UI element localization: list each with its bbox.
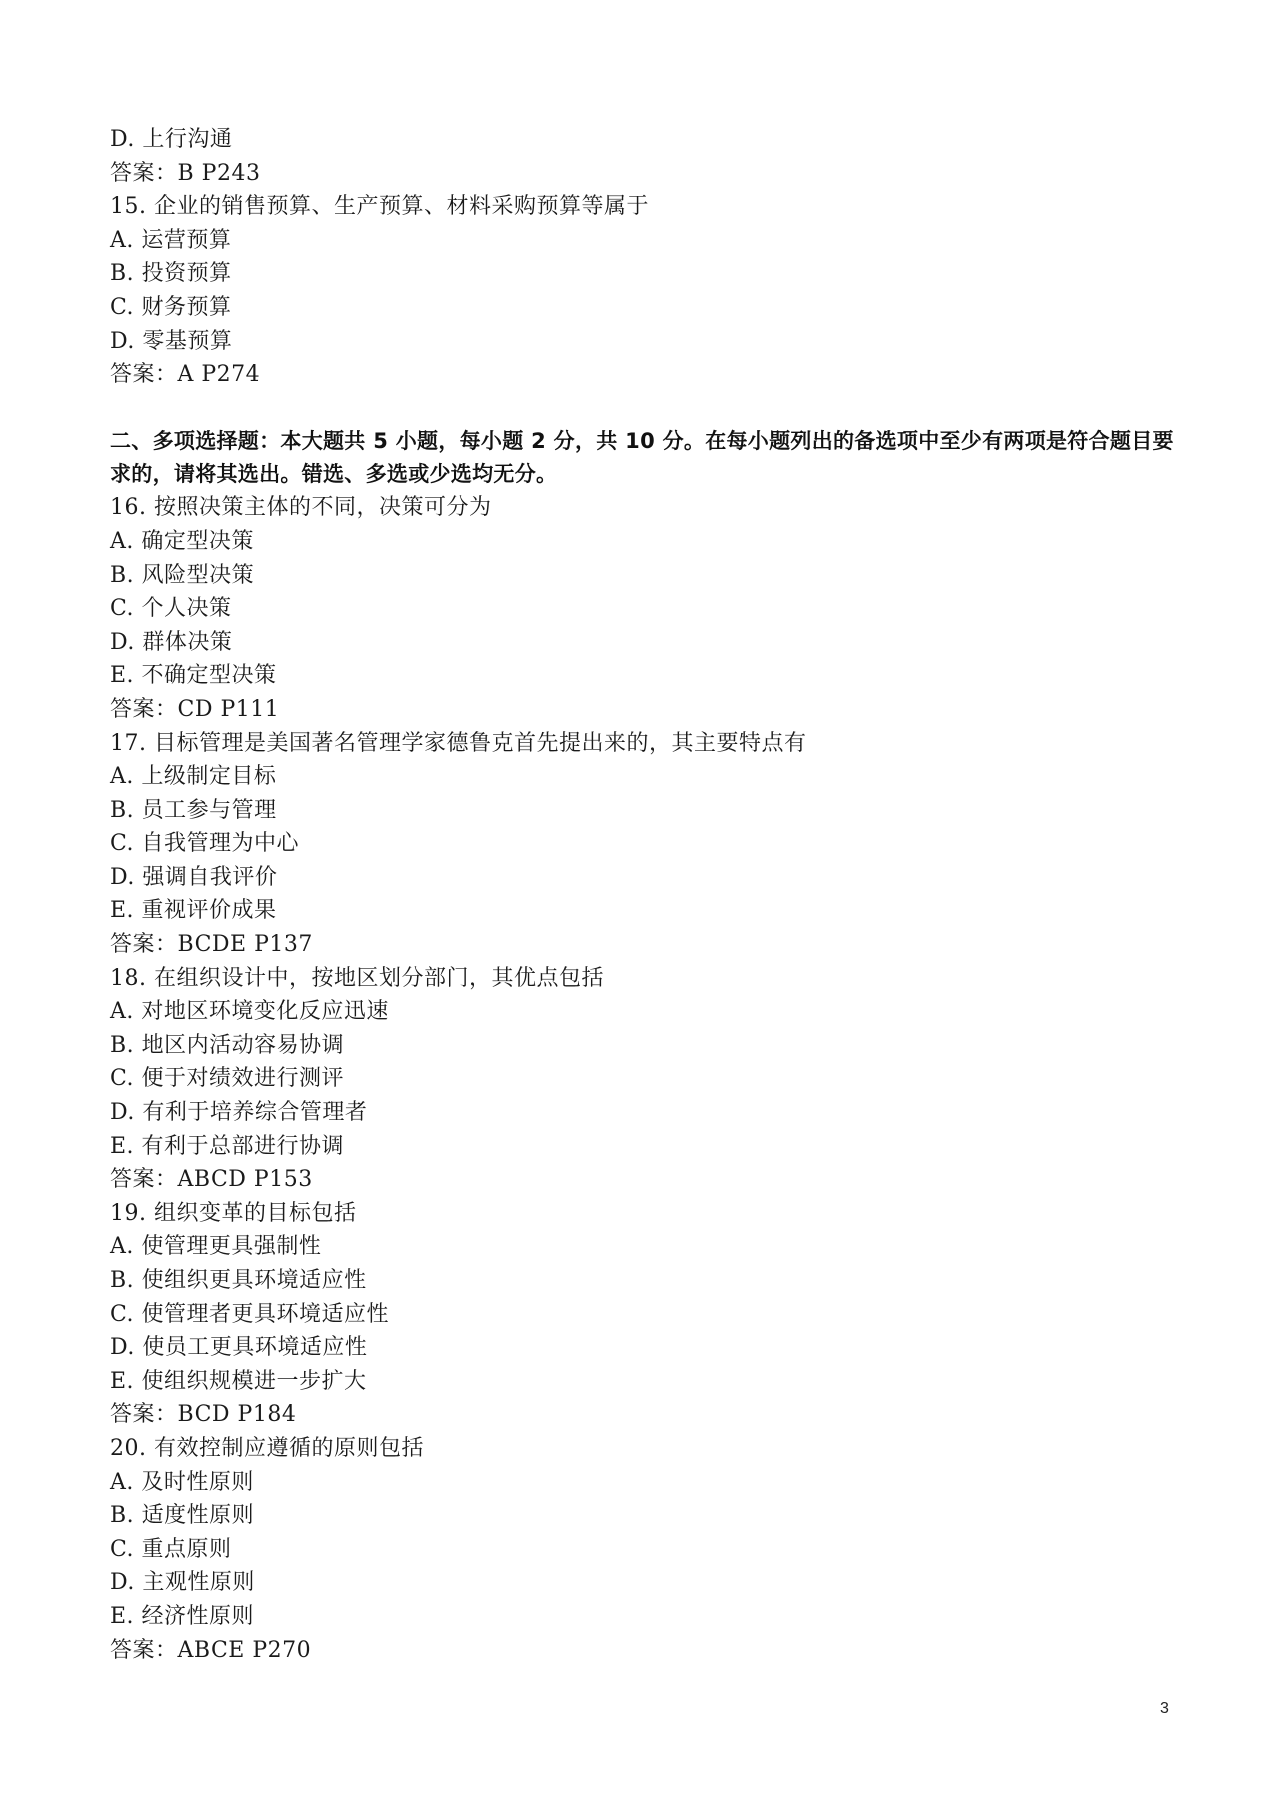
answer-line: 答案：A P274 bbox=[110, 362, 261, 388]
option-line: A. 运营预算 bbox=[110, 227, 232, 253]
option-line: C. 重点原则 bbox=[110, 1536, 232, 1562]
text-block-part1 bbox=[110, 123, 1180, 392]
option-line: D. 群体决策 bbox=[110, 629, 233, 655]
option-line: E. 使组织规模进一步扩大 bbox=[110, 1368, 367, 1394]
option-line: E. 不确定型决策 bbox=[110, 663, 277, 689]
option-line: C. 便于对绩效进行测评 bbox=[110, 1066, 345, 1092]
text-block-part2 bbox=[110, 491, 1180, 1667]
option-line: C. 自我管理为中心 bbox=[110, 831, 300, 857]
question-line: 17. 目标管理是美国著名管理学家德鲁克首先提出来的，其主要特点有 bbox=[110, 730, 807, 756]
option-line: B. 风险型决策 bbox=[110, 562, 255, 588]
question-line: 18. 在组织设计中，按地区划分部门，其优点包括 bbox=[110, 965, 604, 991]
option-line: A. 上级制定目标 bbox=[110, 764, 277, 790]
option-line: E. 经济性原则 bbox=[110, 1603, 255, 1629]
option-line: E. 重视评价成果 bbox=[110, 898, 277, 924]
option-line: D. 使员工更具环境适应性 bbox=[110, 1335, 368, 1361]
option-line: D. 有利于培养综合管理者 bbox=[110, 1100, 368, 1126]
option-line: E. 有利于总部进行协调 bbox=[110, 1133, 345, 1159]
option-line: A. 确定型决策 bbox=[110, 528, 254, 554]
option-line: C. 个人决策 bbox=[110, 596, 232, 622]
paragraph-gap bbox=[110, 392, 1180, 426]
option-line: C. 财务预算 bbox=[110, 294, 232, 320]
option-line: D. 主观性原则 bbox=[110, 1570, 255, 1596]
option-line: A. 对地区环境变化反应迅速 bbox=[110, 999, 389, 1025]
answer-line: 答案：B P243 bbox=[110, 160, 261, 186]
page-number: 3 bbox=[1160, 1700, 1169, 1717]
option-line: B. 地区内活动容易协调 bbox=[110, 1032, 345, 1058]
option-line: B. 适度性原则 bbox=[110, 1503, 255, 1529]
question-line: 19. 组织变革的目标包括 bbox=[110, 1200, 357, 1226]
section-heading: 二、多项选择题：本大题共 5 小题，每小题 2 分，共 10 分。在每小题列出的备选项中至少有两项是符合题目要求的，请将其选出。错选、多选或少选均无分。 bbox=[110, 429, 1174, 487]
document-page bbox=[110, 123, 1180, 1667]
question-line: 15. 企业的销售预算、生产预算、材料采购预算等属于 bbox=[110, 194, 649, 220]
answer-line: 答案：BCD P184 bbox=[110, 1402, 297, 1428]
option-line: B. 投资预算 bbox=[110, 261, 232, 287]
option-line: B. 员工参与管理 bbox=[110, 797, 277, 823]
answer-line: 答案：ABCE P270 bbox=[110, 1637, 312, 1663]
text-line: D. 上行沟通 bbox=[110, 127, 233, 152]
option-line: C. 使管理者更具环境适应性 bbox=[110, 1301, 390, 1327]
option-line: D. 零基预算 bbox=[110, 328, 233, 354]
answer-line: 答案：ABCD P153 bbox=[110, 1167, 313, 1193]
option-line: A. 使管理更具强制性 bbox=[110, 1234, 322, 1260]
question-line: 16. 按照决策主体的不同，决策可分为 bbox=[110, 495, 492, 521]
answer-line: 答案：BCDE P137 bbox=[110, 932, 313, 958]
answer-line: 答案：CD P111 bbox=[110, 696, 280, 722]
option-line: B. 使组织更具环境适应性 bbox=[110, 1268, 367, 1293]
option-line: A. 及时性原则 bbox=[110, 1469, 254, 1495]
option-line: D. 强调自我评价 bbox=[110, 864, 278, 890]
question-line: 20. 有效控制应遵循的原则包括 bbox=[110, 1435, 424, 1461]
